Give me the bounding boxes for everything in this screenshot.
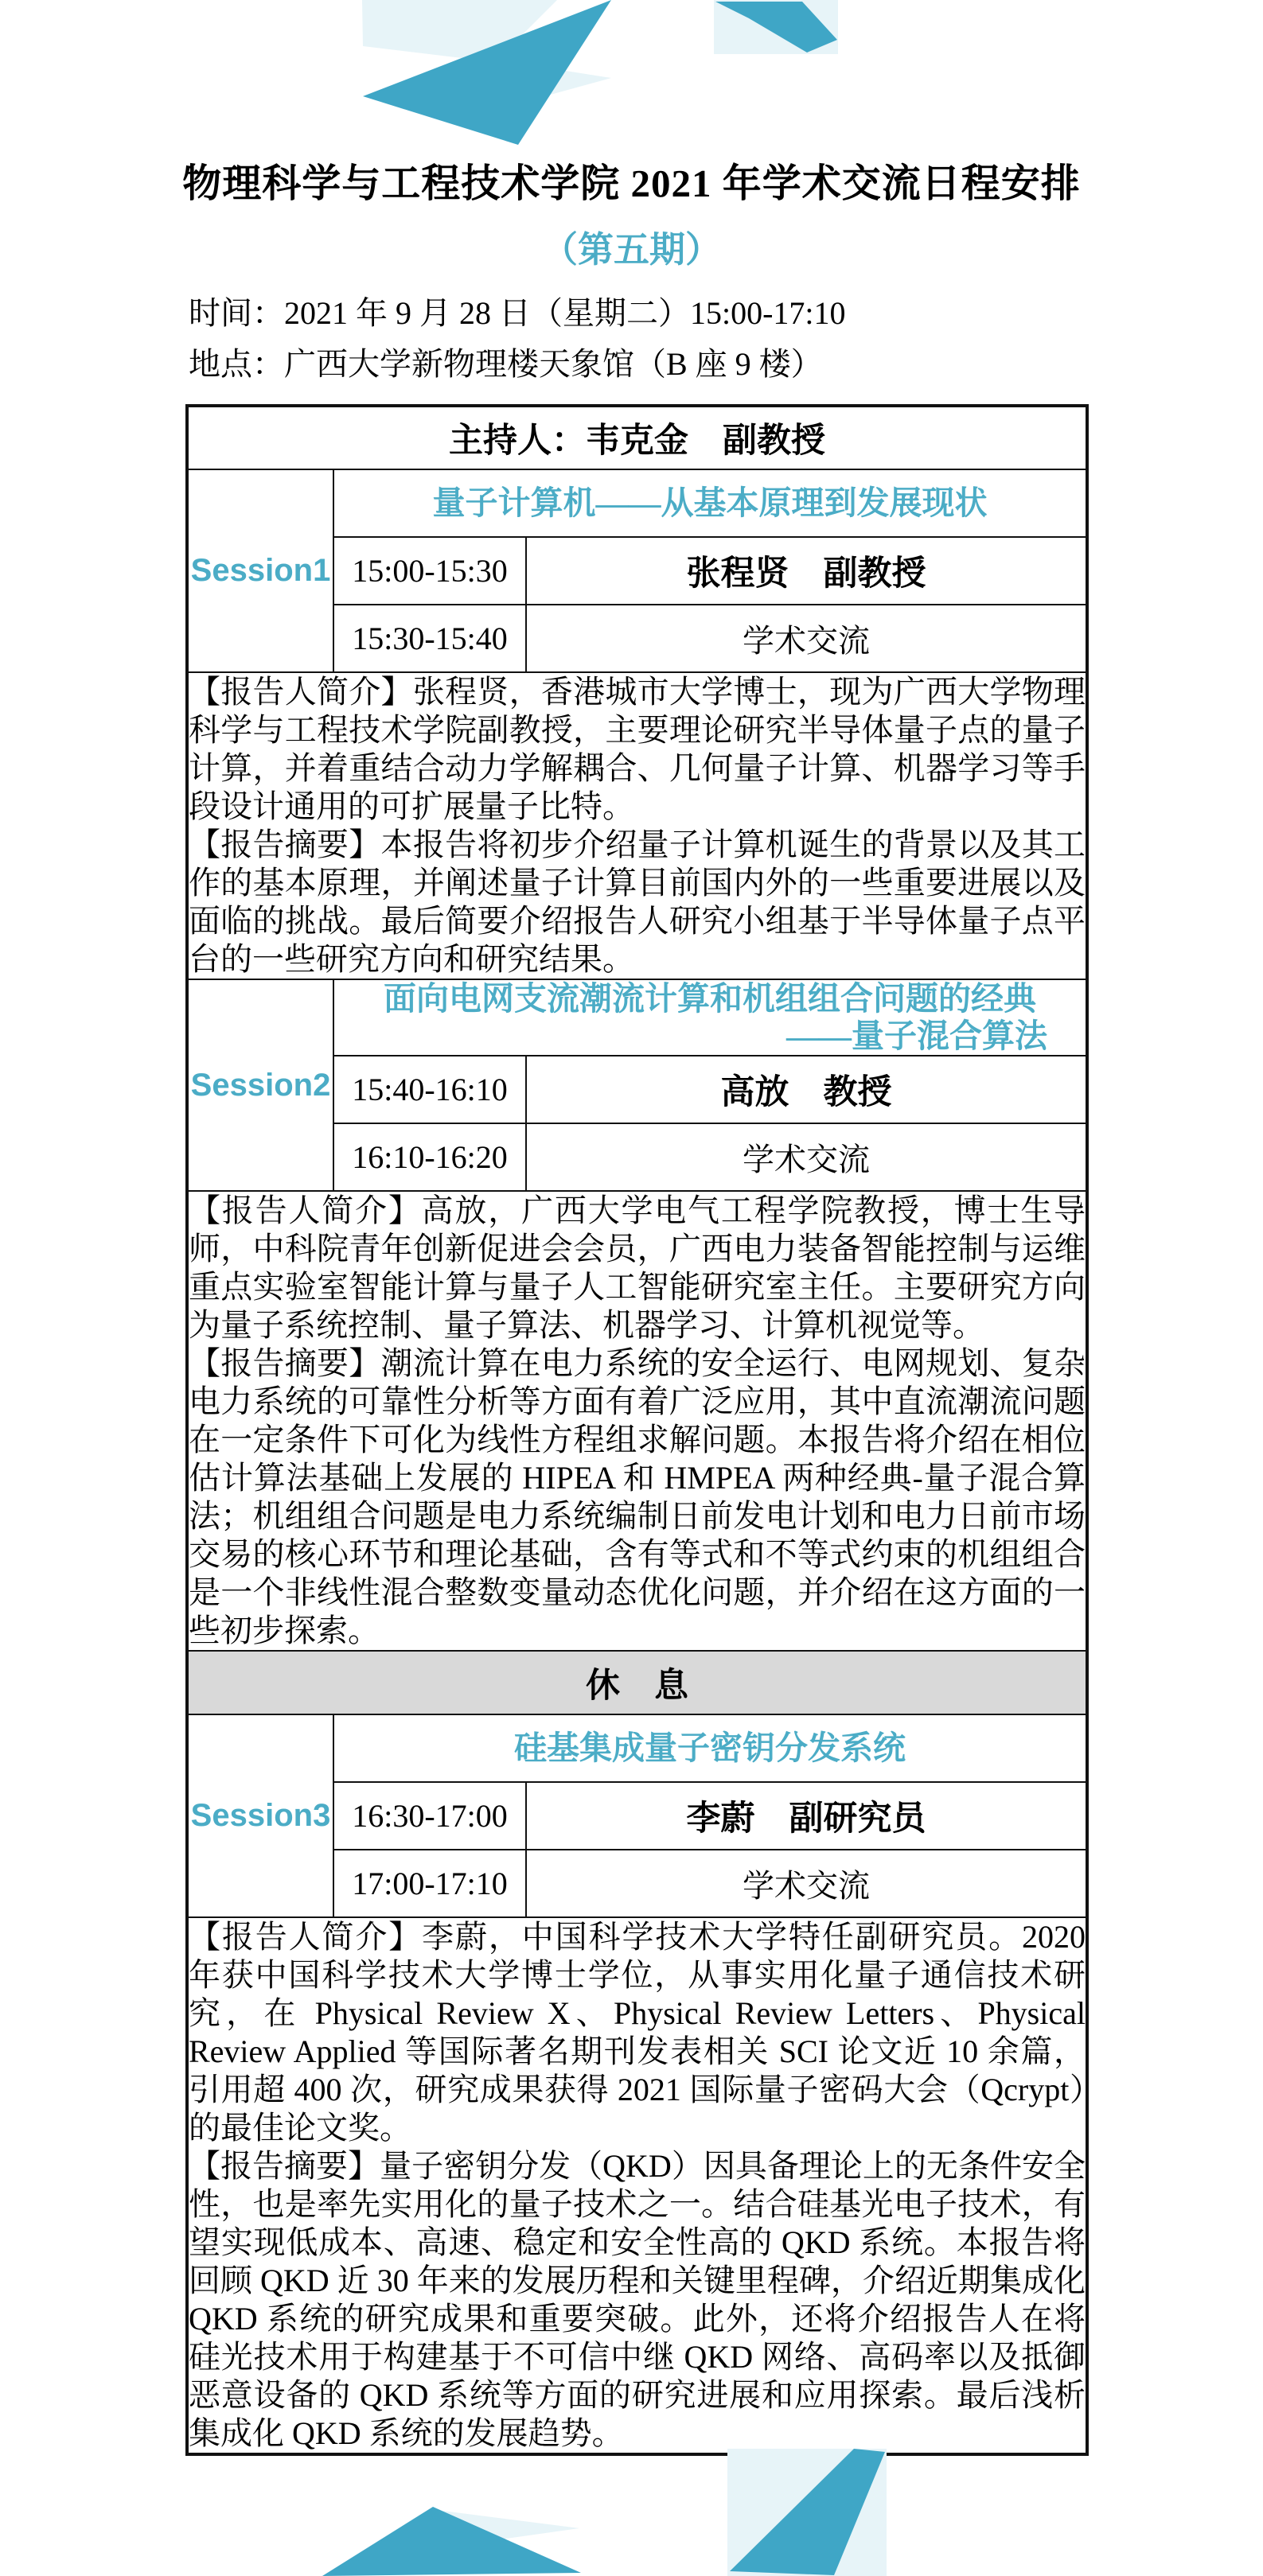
session2-slot2-content: 学术交流 <box>526 1123 1087 1191</box>
session2-title-cell <box>333 979 1087 1056</box>
teal-wedge-bottom-right <box>730 2449 885 2575</box>
session3-bio: 【报告人简介】李蔚，中国科学技术大学特任副研究员。2020 年获中国科学技术大学博士学位，从事实用化量子通信技术研究，在 Physical Review X、Physical Review Letters、Physical Review Applied 等国际著名期刊发表相关 SCI 论文近 10 余篇，引用超 400 次，研究成果获得 2021 国际量子密码大会（Qcrypt）的最佳论文奖。 <box>189 1919 1086 2146</box>
time-line: 时间：2021 年 9 月 28 日（星期二）15:00-17:10 <box>189 295 846 331</box>
session1-label: Session1 <box>187 469 333 672</box>
session2-title-row <box>187 979 1087 1056</box>
location-line: 地点：广西大学新物理楼天象馆（B 座 9 楼） <box>189 346 823 382</box>
session1-title-row <box>187 469 1087 537</box>
session3-label: Session3 <box>187 1714 333 1917</box>
session2-title-line2: ——量子混合算法 <box>786 1018 1047 1054</box>
session2-description-cell <box>187 1191 1087 1651</box>
pale-rect-bottom-right <box>727 2449 887 2576</box>
session2-slot2-time: 16:10-16:20 <box>333 1123 526 1191</box>
host-cell: 主持人：韦克金 副教授 <box>187 406 1087 469</box>
session3-abstract: 【报告摘要】量子密钥分发（QKD）因具备理论上的无条件安全性，也是率先实用化的量子技术之一。结合硅基光电子技术，有望实现低成本、高速、稳定和安全性高的 QKD 系统。本报告将回顾 QKD 近 30 年来的发展历程和关键里程碑，介绍近期集成化 QKD 系统的研究成果和重要突破。此外，还将介绍报告人在将硅光技术用于构建基于不可信中继 QKD 网络、高码率以及抵御恶意设备的 QKD 系统等方面的研究进展和应用探索。最后浅析集成化 QKD 系统的发展趋势。 <box>189 2148 1086 2451</box>
session2-title-line1: 面向电网支流潮流计算和机组组合问题的经典 <box>384 980 1036 1017</box>
session3-title-row <box>187 1714 1087 1782</box>
session2-label: Session2 <box>187 979 333 1191</box>
session2-abstract: 【报告摘要】潮流计算在电力系统的安全运行、电网规划、复杂电力系统的可靠性分析等方面有着广泛应用，其中直流潮流问题在一定条件下可化为线性方程组求解问题。本报告将介绍在相位估计算法基础上发展的 HIPEA 和 HMPEA 两种经典-量子混合算法；机组组合问题是电力系统编制日前发电计划和电力日前市场交易的核心环节和理论基础，含有等式和不等式约束的机组组合是一个非线性混合整数变量动态优化问题，并介绍在这方面的一些初步探索。 <box>189 1345 1086 1648</box>
session1-title-cell: 量子计算机——从基本原理到发展现状 <box>333 469 1087 537</box>
session2-description-row <box>187 1191 1087 1651</box>
session3-slot2-time: 17:00-17:10 <box>333 1850 526 1917</box>
session1-description-cell <box>187 672 1087 979</box>
session2-slot1-time: 15:40-16:10 <box>333 1056 526 1123</box>
session3-slot1-speaker: 李蔚 副研究员 <box>526 1782 1087 1850</box>
session3-description-cell <box>187 1917 1087 2454</box>
break-row <box>187 1651 1087 1714</box>
session2-slot1-speaker: 高放 教授 <box>526 1056 1087 1123</box>
session1-slot2-content: 学术交流 <box>526 605 1087 672</box>
session3-slot1-time: 16:30-17:00 <box>333 1782 526 1850</box>
session1-slot1-speaker: 张程贤 副教授 <box>526 537 1087 605</box>
page-subtitle: （第五期） <box>541 230 721 270</box>
page-title: 物理科学与工程技术学院 2021 年学术交流日程安排 <box>182 161 1081 205</box>
session3-title-cell: 硅基集成量子密钥分发系统 <box>333 1714 1087 1782</box>
pale-sliver-bottom-left <box>442 2511 579 2543</box>
session3-description-row <box>187 1917 1087 2454</box>
session1-slot2-time: 15:30-15:40 <box>333 605 526 672</box>
break-cell: 休 息 <box>187 1651 1087 1714</box>
session1-description-row <box>187 672 1087 979</box>
session3-slot2-content: 学术交流 <box>526 1850 1087 1917</box>
session2-bio: 【报告人简介】高放，广西大学电气工程学院教授，博士生导师，中科院青年创新促进会会员，广西电力装备智能控制与运维重点实验室智能计算与量子人工智能研究室主任。主要研究方向为量子系统控制、量子算法、机器学习、计算机视觉等。 <box>189 1193 1086 1343</box>
session1-bio: 【报告人简介】张程贤，香港城市大学博士，现为广西大学物理科学与工程技术学院副教授，主要理论研究半导体量子点的量子计算，并着重结合动力学解耦合、几何量子计算、机器学习等手段设计通用的可扩展量子比特。 <box>189 674 1086 824</box>
session1-abstract: 【报告摘要】本报告将初步介绍量子计算机诞生的背景以及其工作的基本原理，并阐述量子计算目前国内外的一些重要进展以及面临的挑战。最后简要介绍报告人研究小组基于半导体量子点平台的一些研究方向和研究结果。 <box>189 827 1086 977</box>
teal-triangle-bottom <box>322 2507 581 2576</box>
host-row <box>187 406 1087 469</box>
session1-slot1-time: 15:00-15:30 <box>333 537 526 605</box>
schedule-table <box>185 404 1089 2456</box>
